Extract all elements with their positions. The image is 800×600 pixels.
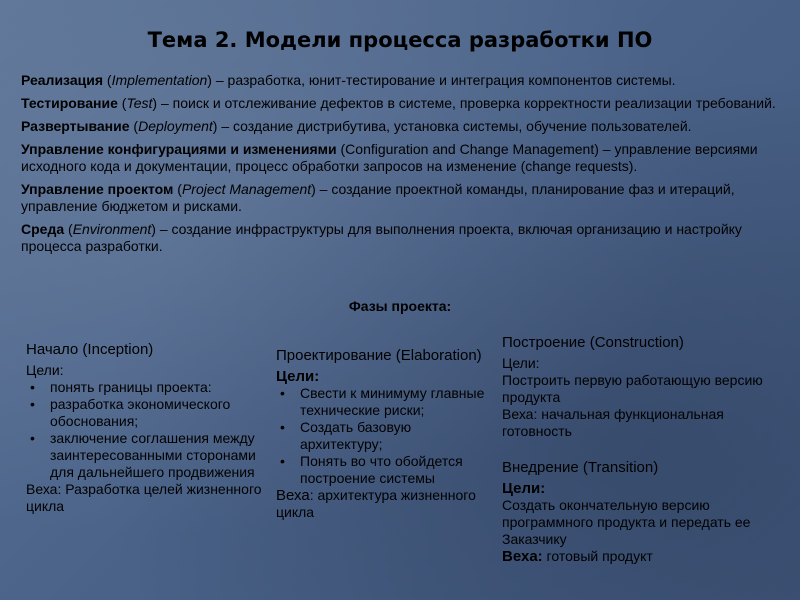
definition-environment: Среда (Environment) – создание инфраструктуры для выполнения проекта, включая организацию и настройку процесса разработки.: [21, 221, 742, 254]
goals-label: Цели:: [26, 362, 64, 378]
page-title: Тема 2. Модели процесса разработки ПО: [147, 28, 653, 52]
definition-deployment: Развертывание (Deployment) – создание дистрибутива, установка системы, обучение пользователей.: [21, 118, 692, 134]
term-en: Implementation: [111, 72, 208, 88]
milestone-text: : архитектура жизненного цикла: [276, 487, 476, 520]
milestone-label: Веха: [276, 487, 310, 504]
term: Реализация: [21, 72, 104, 88]
term: Среда: [21, 221, 65, 237]
phase-title: Проектирование (Elaboration): [276, 347, 482, 364]
phase-inception: [26, 340, 262, 515]
list-item: • Понять во что обойдется построение системы: [276, 453, 486, 487]
definition-project-management: Управление проектом (Project Management) – создание проектной команды, планирование фаз и итераций, управление бюджетом и рисками.: [21, 181, 735, 214]
milestone: Веха: Разработка целей жизненного цикла: [26, 481, 262, 514]
term-en: Project Management: [181, 181, 312, 197]
phase-elaboration: [276, 346, 486, 521]
construction-title: Построение (Construction): [502, 334, 684, 351]
definition-text: – создание дистрибутива, установка системы, обучение пользователей.: [217, 118, 692, 134]
goals-label: Цели:: [276, 368, 320, 385]
term-en: Test: [126, 95, 153, 111]
definition-implementation: Реализация (Implementation) – разработка, юнит-тестирование и интеграция компонентов системы.: [21, 72, 676, 88]
definition-test: Тестирование (Test) – поиск и отслеживание дефектов в системе, проверка корректности реализации требований.: [21, 95, 776, 111]
definition-config-management: Управление конфигурациями и изменениями (Configuration and Change Management) – управление версиями исходного кода и документации, процесс обработки запросов на изменение (change requests).: [21, 141, 758, 174]
list-item: • заключение соглашения между заинтересованными сторонами для дальнейшего продвижения: [26, 430, 262, 481]
phase-title: Начало (Inception): [26, 341, 154, 358]
definitions-list: [21, 72, 783, 261]
definition-text: – управление версиями исходного кода и документации, процесс обработки запросов на изменение (change requests).: [21, 141, 758, 174]
milestone: [276, 487, 486, 521]
phase-construction-transition: [502, 333, 782, 565]
transition-goal: Создать окончательную версию программного продукта и передать ее Заказчику: [502, 497, 751, 547]
term: Тестирование: [21, 95, 118, 111]
definition-text: – создание проектной команды, планирование фаз и итераций, управление бюджетом и рисками.: [21, 181, 735, 214]
construction-goal: Построить первую работающую версию продукта: [502, 372, 763, 405]
milestone-text: готовый продукт: [542, 548, 653, 564]
list-item: • Создать базовую архитектуру;: [276, 419, 486, 453]
definition-text: – поиск и отслеживание дефектов в системе, проверка корректности реализации требований.: [157, 95, 776, 111]
goals-list: [276, 385, 486, 487]
transition-goals-label: Цели:: [502, 480, 546, 497]
list-item: • Свести к минимуму главные технические риски;: [276, 385, 486, 419]
term-en: Configuration and Change Management: [345, 141, 595, 157]
construction-goals-label: Цели:: [502, 355, 540, 371]
transition-milestone: [502, 548, 782, 565]
term-en: Deployment: [138, 118, 213, 134]
definition-text: – создание инфраструктуры для выполнения проекта, включая организацию и настройку процесса разработки.: [21, 221, 742, 254]
term: Развертывание: [21, 118, 130, 134]
list-item: • разработка экономического обоснования;: [26, 396, 262, 430]
transition-title: Внедрение (Transition): [502, 459, 659, 476]
list-item: • понять границы проекта:: [26, 379, 262, 396]
term: Управление конфигурациями и изменениями: [21, 141, 337, 157]
term-en: Environment: [72, 221, 152, 237]
phases-title: Фазы проекта:: [348, 298, 452, 314]
definition-text: – разработка, юнит-тестирование и интеграция компонентов системы.: [211, 72, 676, 88]
milestone-label: Веха:: [502, 548, 543, 565]
construction-milestone: Веха: начальная функциональная готовность: [502, 406, 724, 439]
term: Управление проектом: [21, 181, 174, 197]
goals-list: [26, 379, 262, 481]
